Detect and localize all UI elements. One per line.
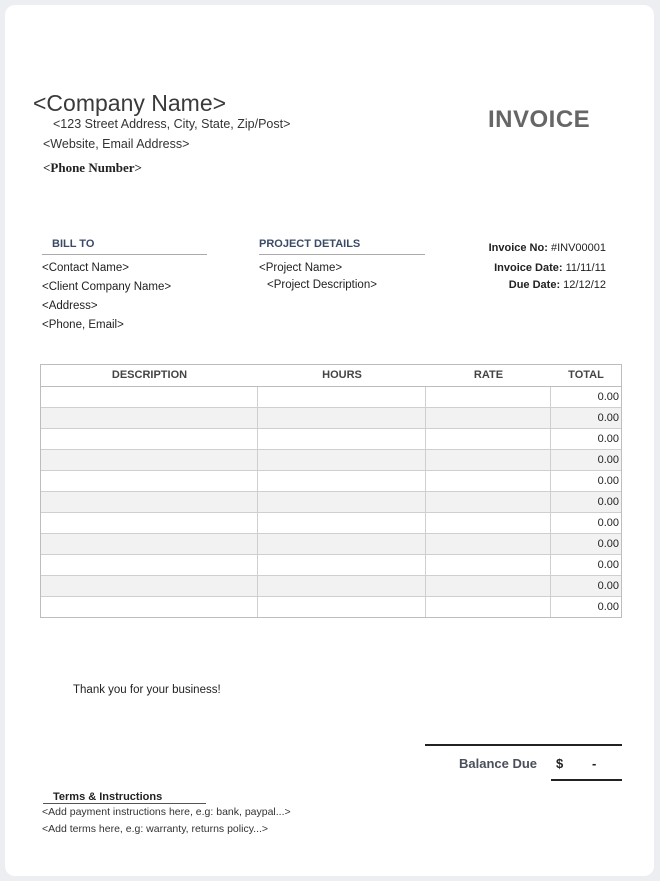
cell-rate[interactable]	[426, 597, 551, 617]
cell-rate[interactable]	[426, 513, 551, 533]
table-row	[41, 576, 621, 597]
cell-hours[interactable]	[258, 555, 426, 575]
invoice-date-label: Invoice Date:	[494, 262, 563, 274]
table-row	[41, 492, 621, 513]
column-header-description: DESCRIPTION	[111, 369, 188, 381]
cell-total[interactable]: 0.00	[597, 601, 619, 613]
bill-to-phone-email: <Phone, Email>	[42, 319, 124, 331]
cell-total[interactable]: 0.00	[597, 412, 619, 424]
column-header-total: TOTAL	[568, 369, 604, 381]
cell-hours[interactable]	[258, 429, 426, 449]
cell-description[interactable]	[41, 597, 258, 617]
bill-to-contact: <Contact Name>	[42, 262, 129, 274]
table-row	[41, 597, 621, 617]
website-email: <Website, Email Address>	[43, 137, 190, 151]
cell-hours[interactable]	[258, 471, 426, 491]
table-row	[41, 408, 621, 429]
invoice-number	[489, 242, 606, 254]
cell-description[interactable]	[41, 534, 258, 554]
table-header	[41, 365, 621, 387]
cell-rate[interactable]	[426, 534, 551, 554]
cell-rate[interactable]	[426, 408, 551, 428]
table-row	[41, 429, 621, 450]
bill-to-company: <Client Company Name>	[42, 281, 172, 293]
cell-rate[interactable]	[426, 387, 551, 407]
cell-total[interactable]: 0.00	[597, 580, 619, 592]
cell-rate[interactable]	[426, 555, 551, 575]
invoice-number-value: #INV00001	[550, 242, 606, 254]
project-details-divider	[259, 254, 425, 255]
terms-divider	[43, 803, 206, 804]
project-name: <Project Name>	[259, 262, 343, 274]
bill-to-heading: BILL TO	[52, 238, 95, 250]
cell-total[interactable]: 0.00	[597, 517, 619, 529]
cell-description[interactable]	[41, 576, 258, 596]
terms-payment-instructions: <Add payment instructions here, e.g: bank, paypal...>	[42, 806, 291, 818]
cell-description[interactable]	[41, 429, 258, 449]
cell-description[interactable]	[41, 408, 258, 428]
balance-due-label: Balance Due	[459, 756, 538, 771]
due-date-value: 12/12/12	[563, 279, 606, 291]
column-header-hours: HOURS	[322, 369, 362, 381]
cell-hours[interactable]	[258, 492, 426, 512]
cell-hours[interactable]	[258, 387, 426, 407]
invoice-date-value: 11/11/11	[565, 262, 606, 274]
cell-description[interactable]	[41, 387, 258, 407]
cell-rate[interactable]	[426, 576, 551, 596]
cell-hours[interactable]	[258, 597, 426, 617]
cell-rate[interactable]	[426, 471, 551, 491]
company-name: <Company Name>	[33, 90, 227, 116]
table-row	[41, 471, 621, 492]
table-body	[41, 387, 621, 617]
due-date	[509, 279, 606, 291]
cell-description[interactable]	[41, 492, 258, 512]
table-row	[41, 387, 621, 408]
table-row	[41, 513, 621, 534]
cell-total[interactable]: 0.00	[597, 538, 619, 550]
cell-total[interactable]: 0.00	[597, 391, 619, 403]
cell-total[interactable]: 0.00	[597, 475, 619, 487]
project-details-heading: PROJECT DETAILS	[259, 238, 361, 250]
cell-total[interactable]: 0.00	[597, 559, 619, 571]
cell-description[interactable]	[41, 513, 258, 533]
terms-policy: <Add terms here, e.g: warranty, returns policy...>	[42, 823, 269, 835]
cell-description[interactable]	[41, 555, 258, 575]
cell-total[interactable]: 0.00	[597, 496, 619, 508]
bill-to-divider	[42, 254, 207, 255]
cell-hours[interactable]	[258, 450, 426, 470]
thank-you-note: Thank you for your business!	[73, 684, 221, 696]
balance-bottom-rule	[551, 779, 622, 781]
cell-hours[interactable]	[258, 534, 426, 554]
cell-description[interactable]	[41, 450, 258, 470]
balance-top-rule	[425, 744, 622, 746]
table-row	[41, 555, 621, 576]
line-items-table	[40, 364, 622, 618]
cell-rate[interactable]	[426, 492, 551, 512]
cell-total[interactable]: 0.00	[597, 433, 619, 445]
cell-hours[interactable]	[258, 408, 426, 428]
invoice-number-label: Invoice No:	[488, 242, 548, 254]
cell-total[interactable]: 0.00	[597, 454, 619, 466]
balance-currency: $	[556, 756, 564, 771]
bill-to-address: <Address>	[42, 300, 98, 312]
cell-rate[interactable]	[426, 429, 551, 449]
cell-hours[interactable]	[258, 513, 426, 533]
invoice-page	[5, 5, 654, 876]
street-address: <123 Street Address, City, State, Zip/Post>	[53, 117, 291, 131]
table-row	[41, 534, 621, 555]
cell-hours[interactable]	[258, 576, 426, 596]
balance-due-value: -	[592, 756, 597, 771]
invoice-date	[494, 262, 606, 274]
phone-number: <Phone Number>	[43, 160, 142, 175]
cell-rate[interactable]	[426, 450, 551, 470]
invoice-title: INVOICE	[488, 106, 591, 133]
cell-description[interactable]	[41, 471, 258, 491]
table-row	[41, 450, 621, 471]
due-date-label: Due Date:	[508, 279, 561, 291]
project-description: <Project Description>	[267, 279, 377, 291]
column-header-rate: RATE	[473, 369, 504, 381]
terms-heading: Terms & Instructions	[53, 791, 163, 803]
